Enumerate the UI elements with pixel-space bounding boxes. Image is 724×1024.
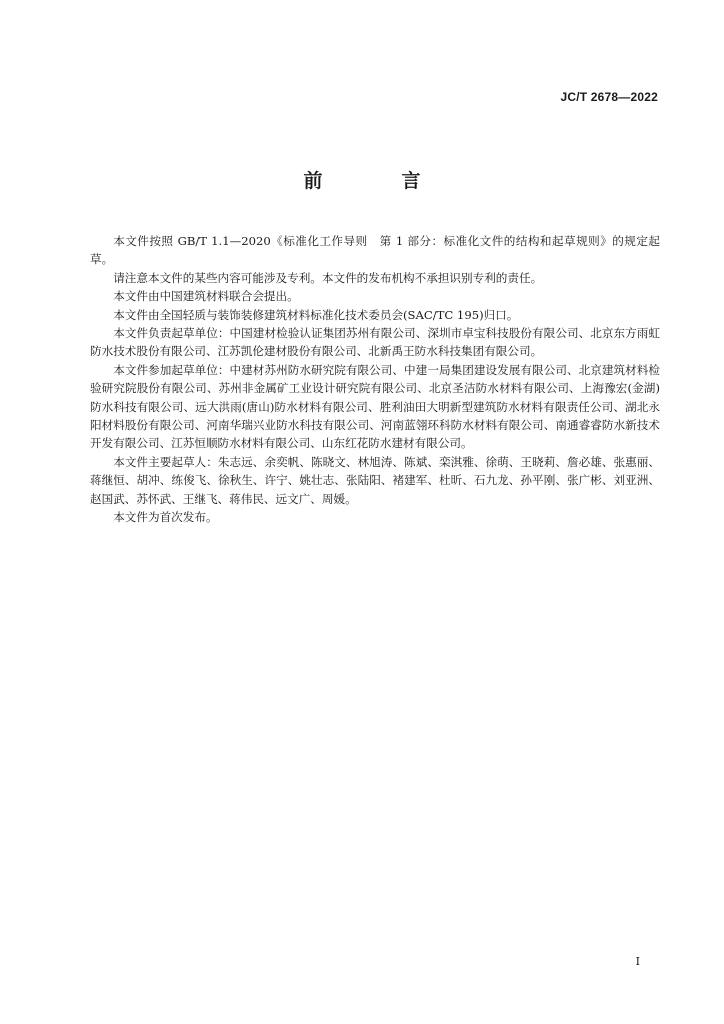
page-title: 前 言	[303, 170, 451, 192]
page-number: I	[635, 955, 640, 968]
paragraph: 本文件参加起草单位：中建材苏州防水研究院有限公司、中建一局集团建设发展有限公司、北京建筑材料检验研究院股份有限公司、苏州非金属矿工业设计研究院有限公司、北京圣洁防水材料有限公司、上海豫宏(金湖)防水科技有限公司、远大洪雨(唐山)防水材料有限公司、胜利油田大明新型建筑防水材料有限责任公司、湖北永阳材料股份有限公司、河南华瑞兴业防水科技有限公司、河南蓝翎环科防水材料有限公司、南通睿睿防水新技术开发有限公司、江苏恒顺防水材料有限公司、山东红花防水建材有限公司。	[90, 362, 660, 451]
paragraph: 本文件由全国轻质与装饰装修建筑材料标准化技术委员会(SAC/TC 195)归口。	[113, 307, 519, 322]
paragraph: 本文件由中国建筑材料联合会提出。	[113, 289, 299, 304]
paragraph: 请注意本文件的某些内容可能涉及专利。本文件的发布机构不承担识别专利的责任。	[113, 270, 543, 285]
standard-code: JC/T 2678—2022	[560, 90, 658, 104]
paragraph: 本文件为首次发布。	[113, 510, 218, 525]
paragraph: 本文件负责起草单位：中国建材检验认证集团苏州有限公司、深圳市卓宝科技股份有限公司、北京东方雨虹防水技术股份有限公司、江苏凯伦建材股份有限公司、北新禹王防水科技集团有限公司。	[90, 326, 660, 359]
paragraph: 本文件主要起草人：朱志远、余奕帆、陈晓文、林旭涛、陈斌、栾淇雅、徐萌、王晓莉、詹必雄、张惠丽、蒋继恒、胡冲、练俊飞、徐秋生、许宁、姚壮志、张陆阳、褚建军、杜昕、石九龙、孙平刚、张广彬、刘亚洲、赵国武、苏怀武、王继飞、蒋伟民、远文广、周媛。	[90, 454, 660, 506]
paragraph: 本文件按照 GB/T 1.1—2020《标准化工作导则 第 1 部分：标准化文件的结构和起草规则》的规定起草。	[90, 234, 660, 267]
foreword-body	[90, 232, 660, 527]
